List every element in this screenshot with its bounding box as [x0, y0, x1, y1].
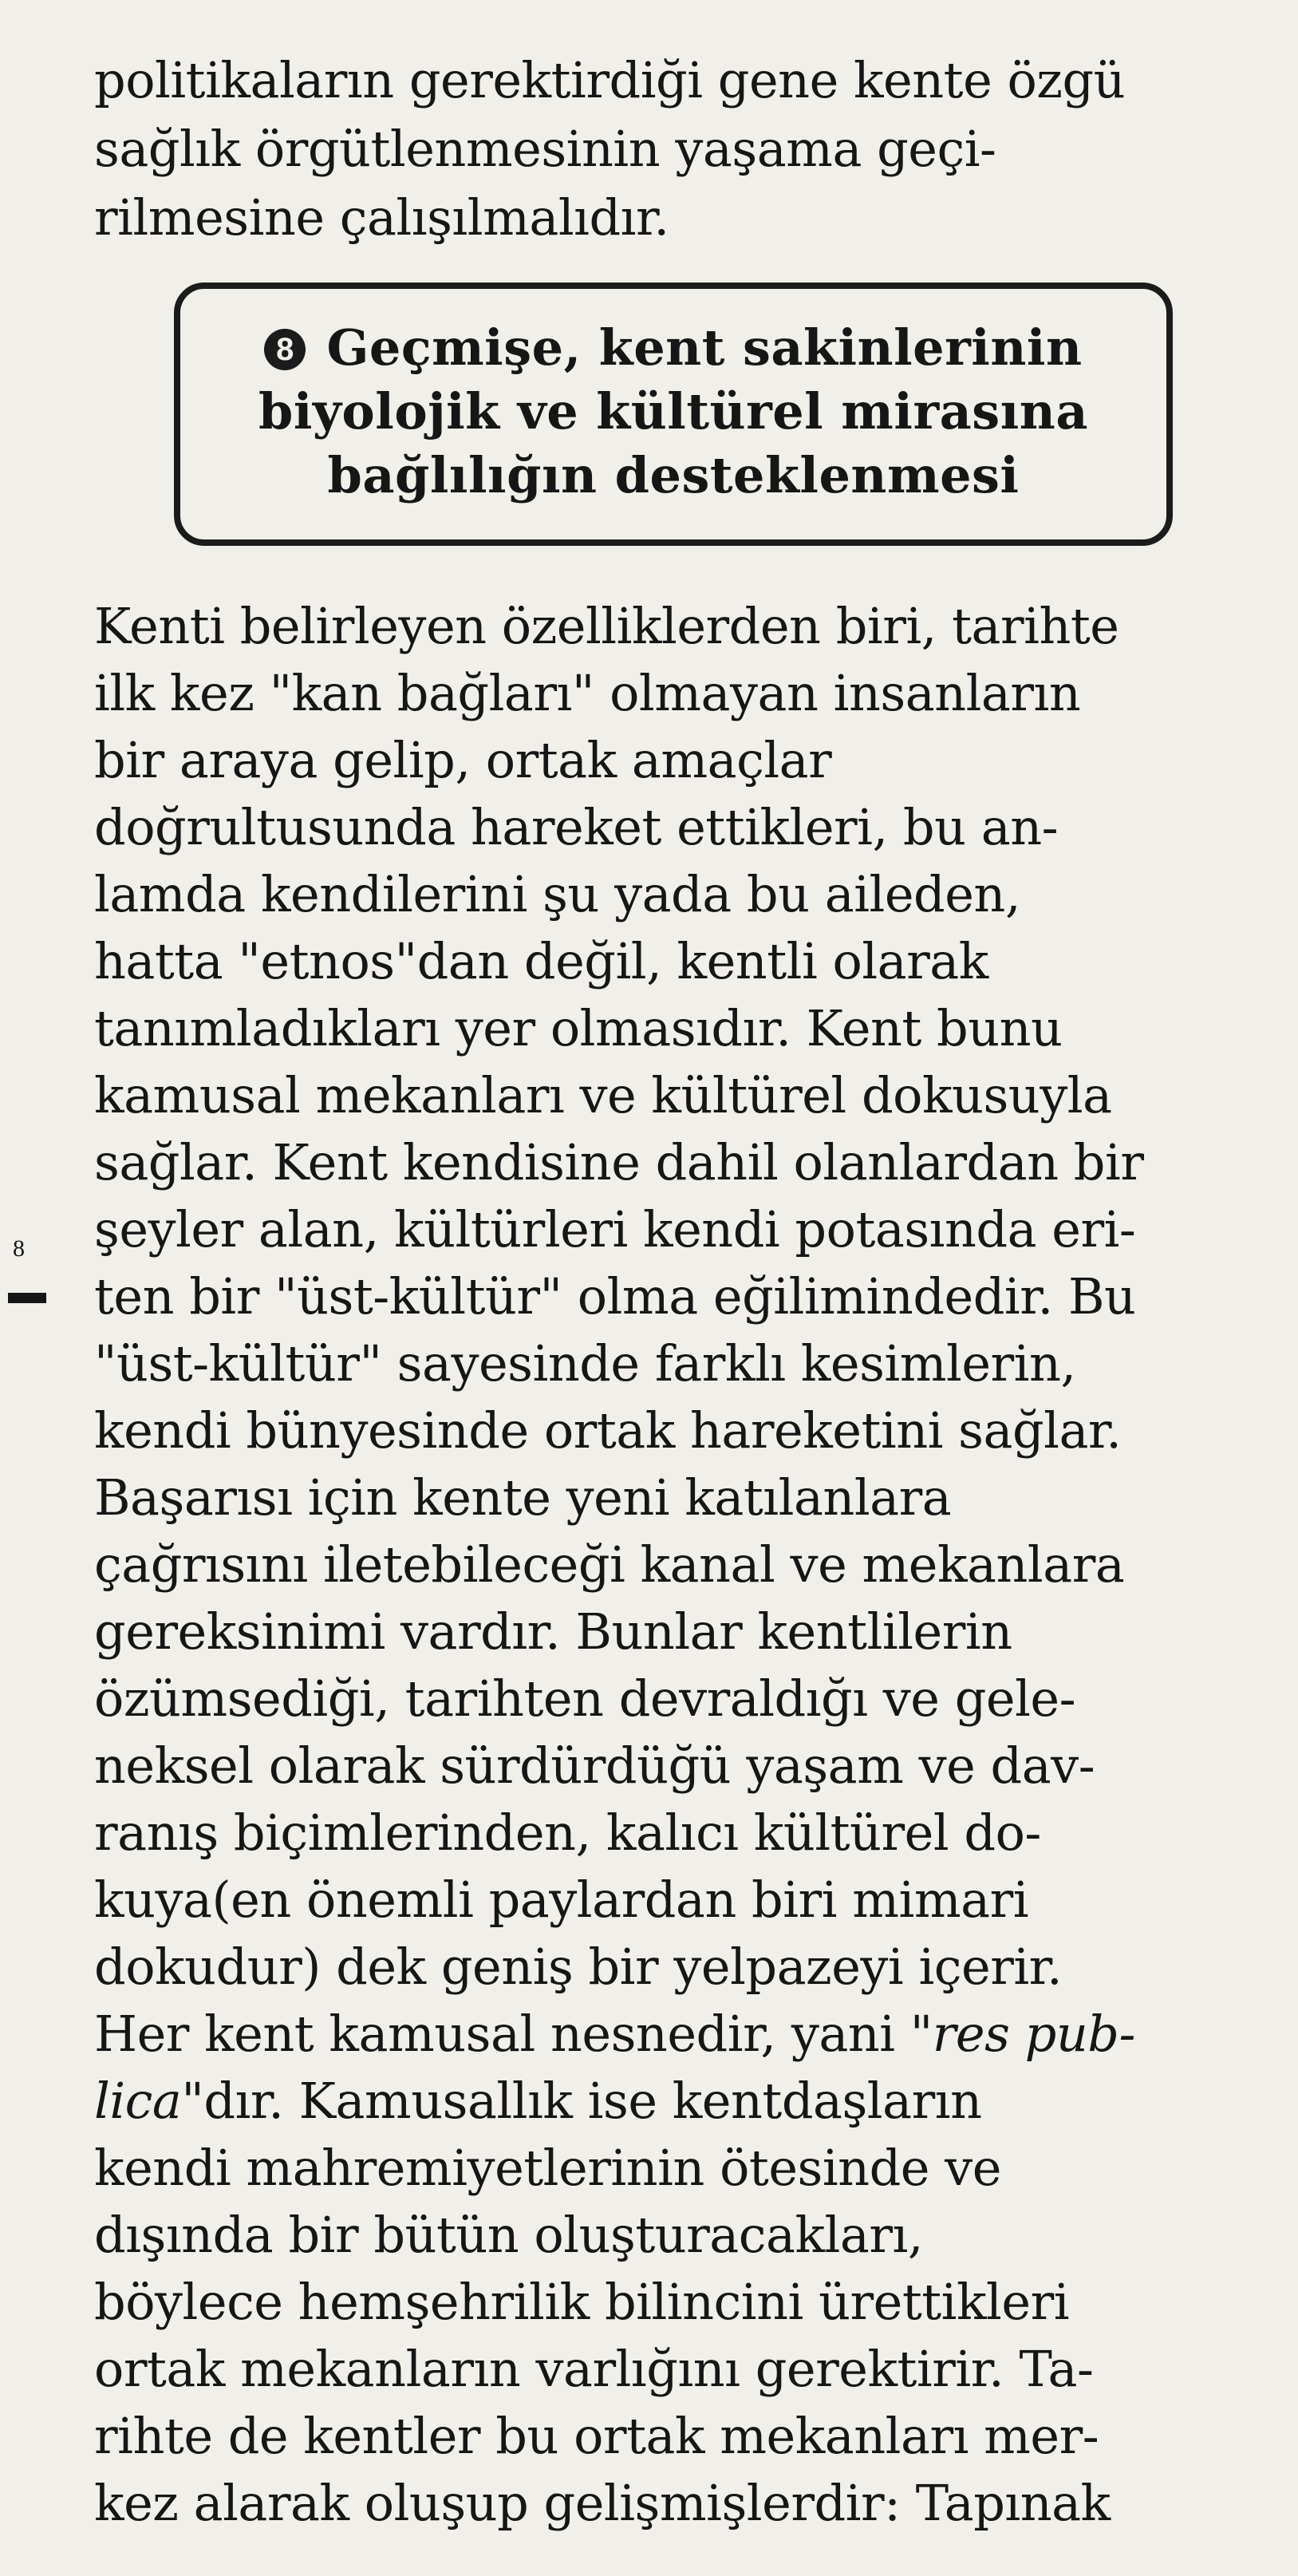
- latin-term: res pub-: [932, 2005, 1135, 2063]
- section-heading-line: [180, 318, 1166, 378]
- body-line: [94, 2000, 1243, 2068]
- body-line: doğrultusunda hareket ettikleri, bu an-: [94, 798, 1059, 856]
- body-line: tanımladıkları yer olmasıdır. Kent bunu: [94, 999, 1063, 1057]
- body-line: neksel olarak sürdürdüğü yaşam ve dav-: [94, 1736, 1095, 1795]
- body-line: gereksinimi vardır. Bunlar kentlilerin: [94, 1602, 1012, 1661]
- intro-line: sağlık örgütlenmesinin yaşama geçi-: [94, 120, 996, 178]
- body-line: kez alarak oluşup gelişmişlerdir: Tapınak: [94, 2474, 1111, 2532]
- body-line: ranış biçimlerinden, kalıcı kültürel do-: [94, 1804, 1041, 1862]
- section-heading-box: [174, 282, 1173, 546]
- body-line: lamda kendilerini şu yada bu aileden,: [94, 865, 1021, 923]
- intro-line: rilmesine çalışılmalıdır.: [94, 188, 669, 247]
- section-number-badge: 8: [264, 329, 306, 370]
- body-line: Başarısı için kente yeni katılanlara: [94, 1468, 952, 1527]
- body-line: çağrısını iletebileceği kanal ve mekanlara: [94, 1535, 1125, 1594]
- page-number-rule: [8, 1293, 46, 1303]
- body-line: hatta "etnos"dan değil, kentli olarak: [94, 932, 988, 990]
- section-heading-line: bağlılığın desteklenmesi: [327, 446, 1020, 504]
- body-line: "üst-kültür" sayesinde farklı kesimlerin,: [94, 1334, 1076, 1393]
- body-line: kuya(en önemli paylardan biri mimari: [94, 1871, 1029, 1929]
- section-heading-text: Geçmişe, kent sakinlerinin: [326, 318, 1083, 377]
- page-number: 8: [13, 1235, 25, 1262]
- body-line: sağlar. Kent kendisine dahil olanlardan bir: [94, 1133, 1144, 1191]
- section-heading-line: biyolojik ve kültürel mirasına: [258, 382, 1089, 441]
- body-line: kamusal mekanları ve kültürel dokusuyla: [94, 1066, 1112, 1124]
- body-line: dışında bir bütün oluşturacakları,: [94, 2206, 923, 2264]
- body-line: böylece hemşehrilik bilincini ürettikleri: [94, 2273, 1070, 2331]
- body-line: Kenti belirleyen özelliklerden biri, tarihte: [94, 597, 1119, 655]
- body-line: kendi bünyesinde ortak hareketini sağlar.: [94, 1401, 1122, 1460]
- body-line: bir araya gelip, ortak amaçlar: [94, 731, 832, 789]
- body-line: [94, 2067, 1243, 2135]
- body-line: özümsediği, tarihten devraldığı ve gele-: [94, 1669, 1076, 1728]
- body-line: kendi mahremiyetlerinin ötesinde ve: [94, 2139, 1001, 2197]
- body-line: rihte de kentler bu ortak mekanları mer-: [94, 2407, 1099, 2465]
- body-line-text: "dır. Kamusallık ise kentdaşların: [181, 2072, 982, 2130]
- body-line: şeyler alan, kültürleri kendi potasında eri-: [94, 1200, 1136, 1258]
- intro-line: politikaların gerektirdiği gene kente özgü: [94, 51, 1126, 109]
- body-line-text: Her kent kamusal nesnedir, yani ": [94, 2005, 933, 2063]
- body-line: dokudur) dek geniş bir yelpazeyi içerir.: [94, 1938, 1063, 1996]
- body-line: ortak mekanların varlığını gerektirir. Ta-: [94, 2340, 1094, 2398]
- body-line: ilk kez "kan bağları" olmayan insanların: [94, 664, 1081, 722]
- body-line: ten bir "üst-kültür" olma eğilimindedir. Bu: [94, 1267, 1136, 1326]
- latin-term: lica: [94, 2072, 182, 2130]
